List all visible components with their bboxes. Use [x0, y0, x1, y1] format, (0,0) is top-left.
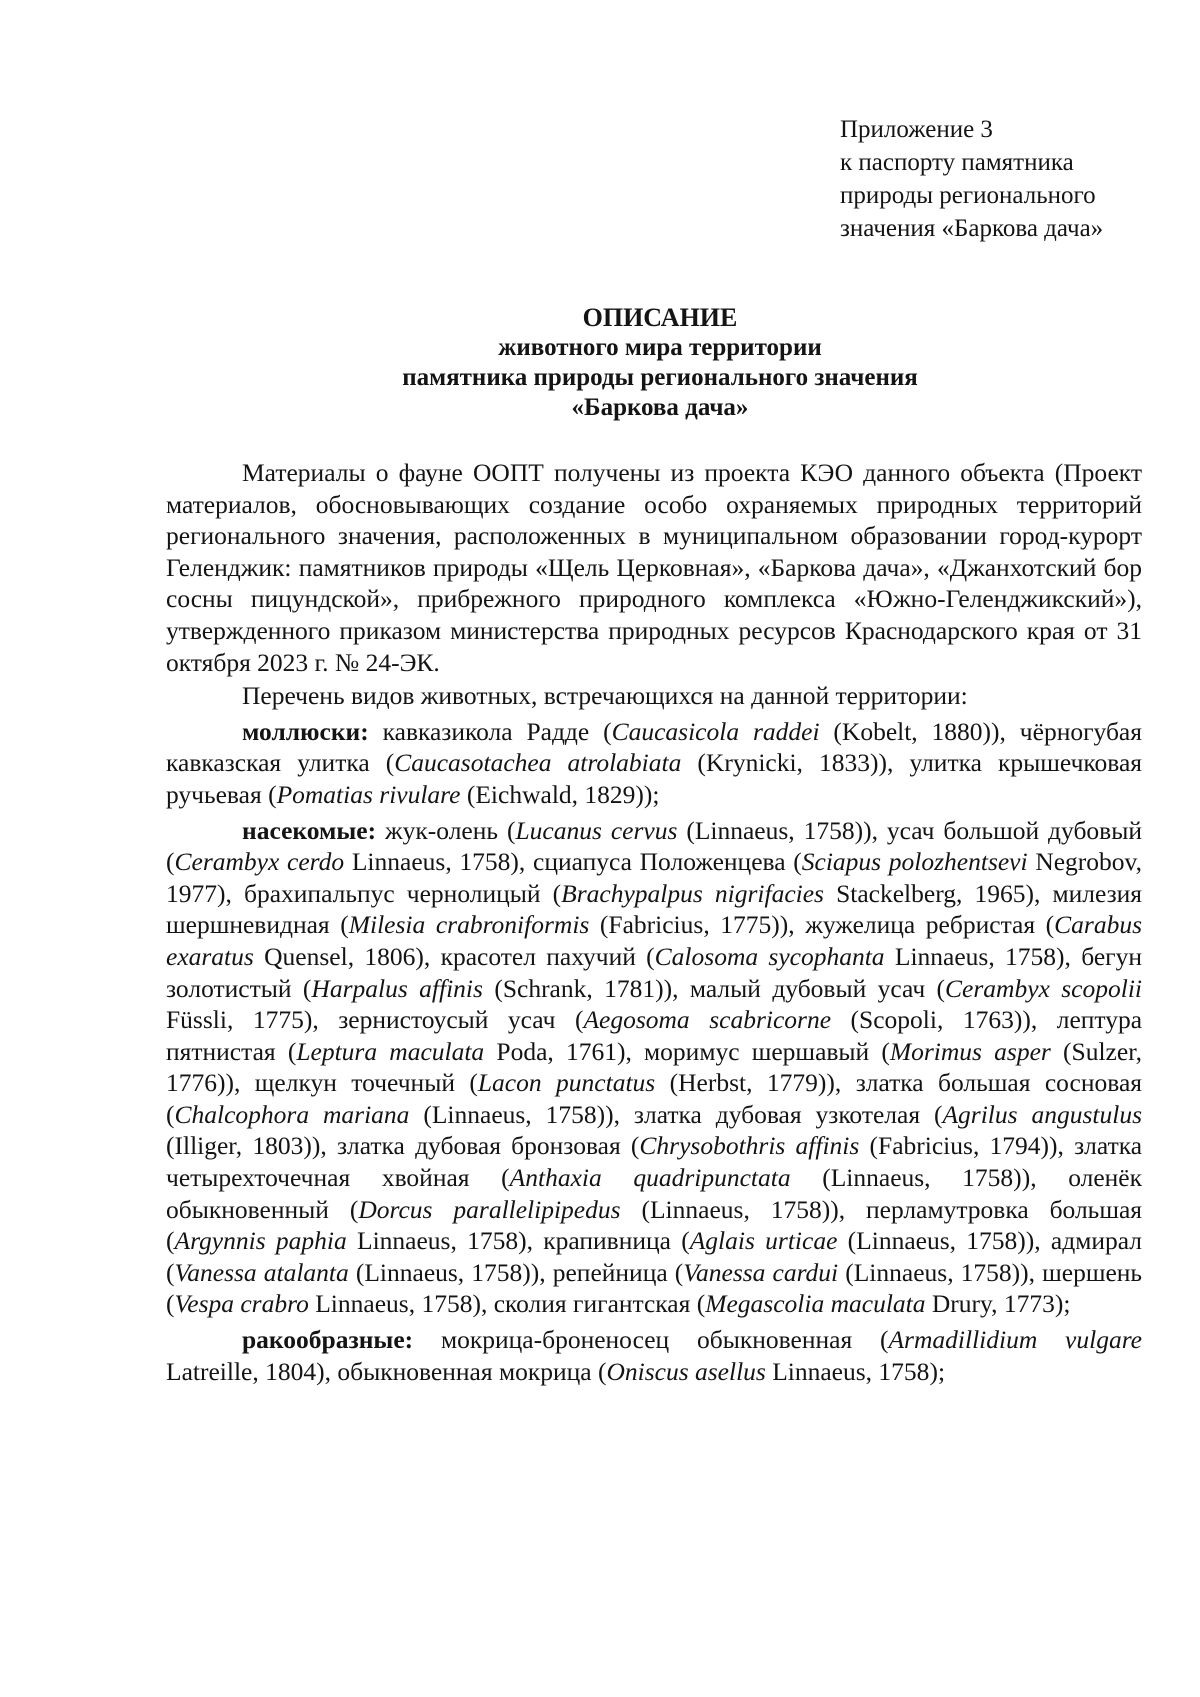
species-item: крапивница (Aglais urticae (Linnaeus, 1758)): [543, 1226, 1035, 1256]
species-common-name: оленёк обыкновенный: [166, 1163, 1142, 1224]
species-latin-name: Carabus exaratus: [166, 910, 1143, 971]
species-common-name: златка дубовая бронзовая: [336, 1131, 621, 1161]
species-common-name: репейница: [552, 1257, 668, 1287]
species-common-name: милезия шершневидная: [166, 878, 1143, 940]
species-item: адмирал (Vanessa atalanta (Linnaeus, 1758)): [166, 1226, 1142, 1287]
species-common-name: крапивница: [543, 1226, 671, 1256]
species-latin-name: Aglais urticae: [689, 1226, 838, 1256]
species-author: Stackelberg, 1965: [836, 878, 1026, 908]
species-item: милезия шершневидная (Milesia crabroniformis (Fabricius, 1775)): [166, 878, 1143, 940]
species-latin-name: Lucanus cervus: [515, 815, 678, 845]
species-item: улитка крышечковая ручьевая (Pomatias rivulare (Eichwald, 1829)): [166, 748, 1142, 809]
species-author: (Linnaeus, 1758): [847, 1226, 1026, 1256]
species-latin-name: Armadillidium vulgare: [888, 1325, 1143, 1355]
species-common-name: моримус шершавый: [644, 1036, 870, 1066]
species-author: (Krynicki, 1833): [697, 748, 879, 778]
species-author: (Fabricius, 1794): [869, 1131, 1050, 1161]
species-latin-name: Pomatias rivulare: [276, 779, 461, 809]
species-common-name: жук-олень: [385, 815, 499, 845]
species-common-name: златка большая сосновая: [855, 1068, 1143, 1098]
species-author: Linnaeus, 1758: [357, 1226, 519, 1256]
species-group-label: насекомые:: [242, 815, 377, 845]
species-latin-name: Megascolia maculata: [705, 1289, 926, 1319]
species-latin-name: Sciapus polozhentsevi: [801, 847, 1028, 877]
appendix-note: [840, 113, 1170, 245]
species-latin-name: Milesia crabroniformis: [348, 910, 590, 940]
appendix-line: к паспорту памятника: [840, 149, 1074, 176]
species-latin-name: Chrysobothris affinis: [639, 1131, 860, 1161]
species-author: Negrobov, 1977: [166, 847, 1143, 908]
species-group: ракообразные: мокрица-броненосец обыкновенная (Armadillidium vulgare Latreille, 1804), обыкновенная мокрица (Oniscus asellus Linnaeus, 1758);: [166, 1325, 1143, 1386]
appendix-line: Приложение 3: [840, 116, 993, 143]
species-author: (Eichwald, 1829): [466, 779, 644, 809]
species-item: брахипальпус чернолицый (Brachypalpus nigrifacies Stackelberg, 1965): [243, 878, 1034, 908]
species-author: (Linnaeus, 1758): [845, 1257, 1021, 1287]
species-author: (Schrank, 1781): [494, 973, 664, 1003]
species-latin-name: Vespa crabro: [174, 1289, 309, 1319]
species-item: златка четырехточечная хвойная (Anthaxia quadripunctata (Linnaeus, 1758)): [166, 1131, 1143, 1193]
species-latin-name: Morimus asper: [889, 1036, 1051, 1066]
species-common-name: зернистоусый усач: [338, 1005, 556, 1035]
species-common-name: улитка крышечковая ручьевая: [166, 748, 1142, 809]
species-latin-name: Vanessa cardui: [683, 1257, 839, 1287]
species-author: (Sulzer, 1776): [166, 1036, 1143, 1098]
species-common-name: брахипальпус чернолицый: [243, 878, 541, 908]
species-common-name: жужелица ребристая: [805, 910, 1036, 940]
species-group-label: моллюски:: [242, 716, 369, 746]
species-common-name: лептура пятнистая: [166, 1005, 1143, 1066]
appendix-line: природы регионального: [840, 182, 1096, 209]
species-common-name: сколия гигантская: [493, 1289, 691, 1319]
species-groups: [166, 716, 1142, 1387]
species-item: щелкун точечный (Lacon punctatus (Herbst, 1779)): [254, 1068, 835, 1098]
species-latin-name: Lacon punctatus: [477, 1068, 656, 1098]
species-common-name: усач большой дубовый: [886, 815, 1142, 845]
species-item: малый дубовый усач (Cerambyx scopolii Füssli, 1775): [166, 973, 1142, 1035]
species-author: Füssli, 1775: [166, 1005, 304, 1035]
species-item: кавказикола Радде (Caucasicola raddei (Kobelt, 1880)): [382, 716, 1000, 746]
species-latin-name: Cerambyx scopolii: [945, 973, 1142, 1003]
species-common-name: златка дубовая узкотелая: [633, 1099, 921, 1129]
species-group: моллюски: кавказикола Радде (Caucasicola raddei (Kobelt, 1880)), чёрногубая кавказская улитка (Caucasotachea atrolabiata (Krynicki, 1833)), улитка крышечковая ручьевая (Pomatias rivulare (Eichwald, 1829));: [166, 716, 1142, 809]
species-author: Linnaeus, 1758: [351, 847, 511, 877]
species-item: златка большая сосновая (Chalcophora mariana (Linnaeus, 1758)): [166, 1068, 1143, 1129]
species-latin-name: Vanessa atalanta: [174, 1257, 349, 1287]
species-latin-name: Chalcophora mariana: [174, 1099, 410, 1129]
species-latin-name: Brachypalpus nigrifacies: [561, 878, 824, 908]
species-latin-name: Caucasotachea atrolabiata: [394, 748, 682, 778]
species-latin-name: Leptura maculata: [296, 1036, 485, 1066]
species-item: сциапуса Положенцева (Sciapus polozhentsevi Negrobov, 1977): [166, 847, 1143, 908]
species-author: (Linnaeus, 1758): [355, 1257, 531, 1287]
species-author: Latreille, 1804: [166, 1356, 317, 1386]
species-author: Linnaeus, 1758: [315, 1289, 473, 1319]
species-author: (Linnaeus, 1758): [423, 1099, 606, 1129]
species-author: (Fabricius, 1775): [599, 910, 780, 940]
species-list-intro: Перечень видов животных, встречающихся на данной территории:: [242, 681, 968, 711]
species-author: (Scopoli, 1763): [850, 1005, 1023, 1035]
species-item: сколия гигантская (Megascolia maculata Drury, 1773): [493, 1289, 1064, 1319]
species-item: лептура пятнистая (Leptura maculata Poda, 1761): [166, 1005, 1143, 1066]
species-author: (Linnaeus, 1758): [686, 815, 864, 845]
species-latin-name: Anthaxia quadripunctata: [509, 1163, 791, 1193]
species-common-name: сциапуса Положенцева: [533, 847, 786, 877]
species-item: моримус шершавый (Morimus asper (Sulzer, 1776)): [166, 1036, 1143, 1098]
species-latin-name: Aegosoma scabricorne: [583, 1005, 832, 1035]
species-item: репейница (Vanessa cardui (Linnaeus, 1758)): [552, 1257, 1029, 1287]
species-item: оленёк обыкновенный (Dorcus parallelipipedus (Linnaeus, 1758)): [166, 1163, 1142, 1224]
species-author: Drury, 1773: [931, 1289, 1055, 1319]
species-latin-name: Calosoma sycophanta: [654, 941, 885, 971]
species-common-name: шершень: [1042, 1257, 1143, 1287]
species-item: перламутровка большая (Argynnis paphia Linnaeus, 1758): [166, 1194, 1142, 1256]
species-item: бегун золотистый (Harpalus affinis (Schrank, 1781)): [166, 941, 1143, 1003]
species-common-name: бегун золотистый: [166, 941, 1143, 1003]
species-item: жук-олень (Lucanus cervus (Linnaeus, 1758)): [385, 815, 872, 845]
species-latin-name: Harpalus affinis: [311, 973, 483, 1003]
document-heading: [120, 303, 1200, 423]
species-author: Linnaeus, 1758: [894, 941, 1057, 971]
species-latin-name: Agrilus angustulus: [942, 1099, 1142, 1129]
species-author: (Illiger, 1803): [166, 1131, 312, 1161]
species-latin-name: Oniscus asellus: [606, 1356, 766, 1386]
species-group: насекомые: жук-олень (Lucanus cervus (Linnaeus, 1758)), усач большой дубовый (Cerambyx cerdo Linnaeus, 1758), сциапуса Положенцева (Sciapus polozhentsevi Negrobov, 1977), брахипальпус чернолицый (Brachypalpus nigrifacies Stackelberg, 1965), милезия шершневидная (Milesia crabroniformis (Fabricius, 1775)), жужелица ребристая (Carabus exaratus Quensel, 1806), красотел пахучий (Calosoma sycophanta Linnaeus, 1758), бегун золотистый (Harpalus affinis (Schrank, 1781)), малый дубовый усач (Cerambyx scopolii Füssli, 1775), зернистоусый усач (Aegosoma scabricorne (Scopoli, 1763)), лептура пятнистая (Leptura maculata Poda, 1761), моримус шершавый (Morimus asper (Sulzer, 1776)), щелкун точечный (Lacon punctatus (Herbst, 1779)), златка большая сосновая (Chalcophora mariana (Linnaeus, 1758)), златка дубовая узкотелая (Agrilus angustulus (Illiger, 1803)), златка дубовая бронзовая (Chrysobothris affinis (Fabricius, 1794)), златка четырехточечная хвойная (Anthaxia quadripunctata (Linnaeus, 1758)), оленёк обыкновенный (Dorcus parallelipipedus (Linnaeus, 1758)), перламутровка большая (Argynnis paphia Linnaeus, 1758), крапивница (Aglais urticae (Linnaeus, 1758)), адмирал (Vanessa atalanta (Linnaeus, 1758)), репейница (Vanessa cardui (Linnaeus, 1758)), шершень (Vespa crabro Linnaeus, 1758), сколия гигантская (Megascolia maculata Drury, 1773);: [166, 815, 1143, 1319]
species-common-name: кавказикола Радде: [382, 716, 590, 746]
document-title: ОПИСАНИЕ: [582, 303, 738, 332]
species-latin-name: Dorcus parallelipipedus: [358, 1194, 621, 1224]
heading-line: памятника природы регионального значения: [402, 364, 918, 391]
heading-line: «Баркова дача»: [571, 394, 749, 421]
species-item: зернистоусый усач (Aegosoma scabricorne (Scopoli, 1763)): [338, 1005, 1031, 1035]
species-latin-name: Argynnis paphia: [174, 1226, 347, 1256]
document-body: [166, 457, 1142, 1387]
heading-line: животного мира территории: [498, 334, 822, 361]
species-common-name: мокрица-броненосец обыкновенная: [440, 1325, 853, 1355]
species-item: златка дубовая узкотелая (Agrilus angustulus (Illiger, 1803)): [166, 1099, 1142, 1161]
species-common-name: чёрногубая кавказская улитка: [166, 716, 1142, 778]
intro-paragraph: Материалы о фауне ООПТ получены из проекта КЭО данного объекта (Проект материалов, обосновывающих создание особо охраняемых природных территорий регионального значения, расположенных в муниципальном образовании город-курорт Геленджик: памятников природы «Щель Церковная», «Баркова дача», «Джанхотский бор сосны пицундской», прибрежного природного комплекса «Южно-Геленджикский»), утвержденного приказом министерства природных ресурсов Краснодарского края от 31 октября 2023 г. № 24-ЭК.: [166, 458, 1142, 677]
species-item: усач большой дубовый (Cerambyx cerdo Linnaeus, 1758): [166, 815, 1142, 877]
species-item: мокрица-броненосец обыкновенная (Armadillidium vulgare Latreille, 1804): [166, 1325, 1143, 1386]
species-author: Linnaeus, 1758: [772, 1356, 930, 1386]
species-common-name: златка четырехточечная хвойная: [166, 1131, 1143, 1193]
species-common-name: обыкновенная мокрица: [337, 1356, 592, 1386]
species-common-name: малый дубовый усач: [689, 973, 926, 1003]
species-item: шершень (Vespa crabro Linnaeus, 1758): [166, 1257, 1143, 1319]
species-author: (Herbst, 1779): [669, 1068, 827, 1098]
species-author: (Kobelt, 1880): [833, 716, 992, 746]
appendix-line: значения «Баркова дача»: [840, 215, 1104, 242]
species-group-label: ракообразные:: [242, 1325, 414, 1355]
species-item: красотел пахучий (Calosoma sycophanta Linnaeus, 1758): [440, 941, 1065, 971]
species-common-name: красотел пахучий: [440, 941, 636, 971]
species-item: обыкновенная мокрица (Oniscus asellus Linnaeus, 1758): [337, 1356, 938, 1386]
species-common-name: адмирал: [1050, 1226, 1142, 1256]
species-latin-name: Cerambyx cerdo: [174, 847, 345, 877]
species-item: златка дубовая бронзовая (Chrysobothris affinis (Fabricius, 1794)): [336, 1131, 1058, 1161]
species-item: жужелица ребристая (Carabus exaratus Quensel, 1806): [166, 910, 1143, 971]
species-author: (Linnaeus, 1758): [822, 1163, 1022, 1193]
species-author: (Linnaeus, 1758): [641, 1194, 831, 1224]
species-author: Quensel, 1806: [264, 941, 416, 971]
species-author: Poda, 1761: [496, 1036, 617, 1066]
species-latin-name: Caucasicola raddei: [611, 716, 820, 746]
species-common-name: щелкун точечный: [254, 1068, 455, 1098]
species-common-name: перламутровка большая: [866, 1194, 1142, 1224]
species-item: чёрногубая кавказская улитка (Caucasotachea atrolabiata (Krynicki, 1833)): [166, 716, 1142, 778]
